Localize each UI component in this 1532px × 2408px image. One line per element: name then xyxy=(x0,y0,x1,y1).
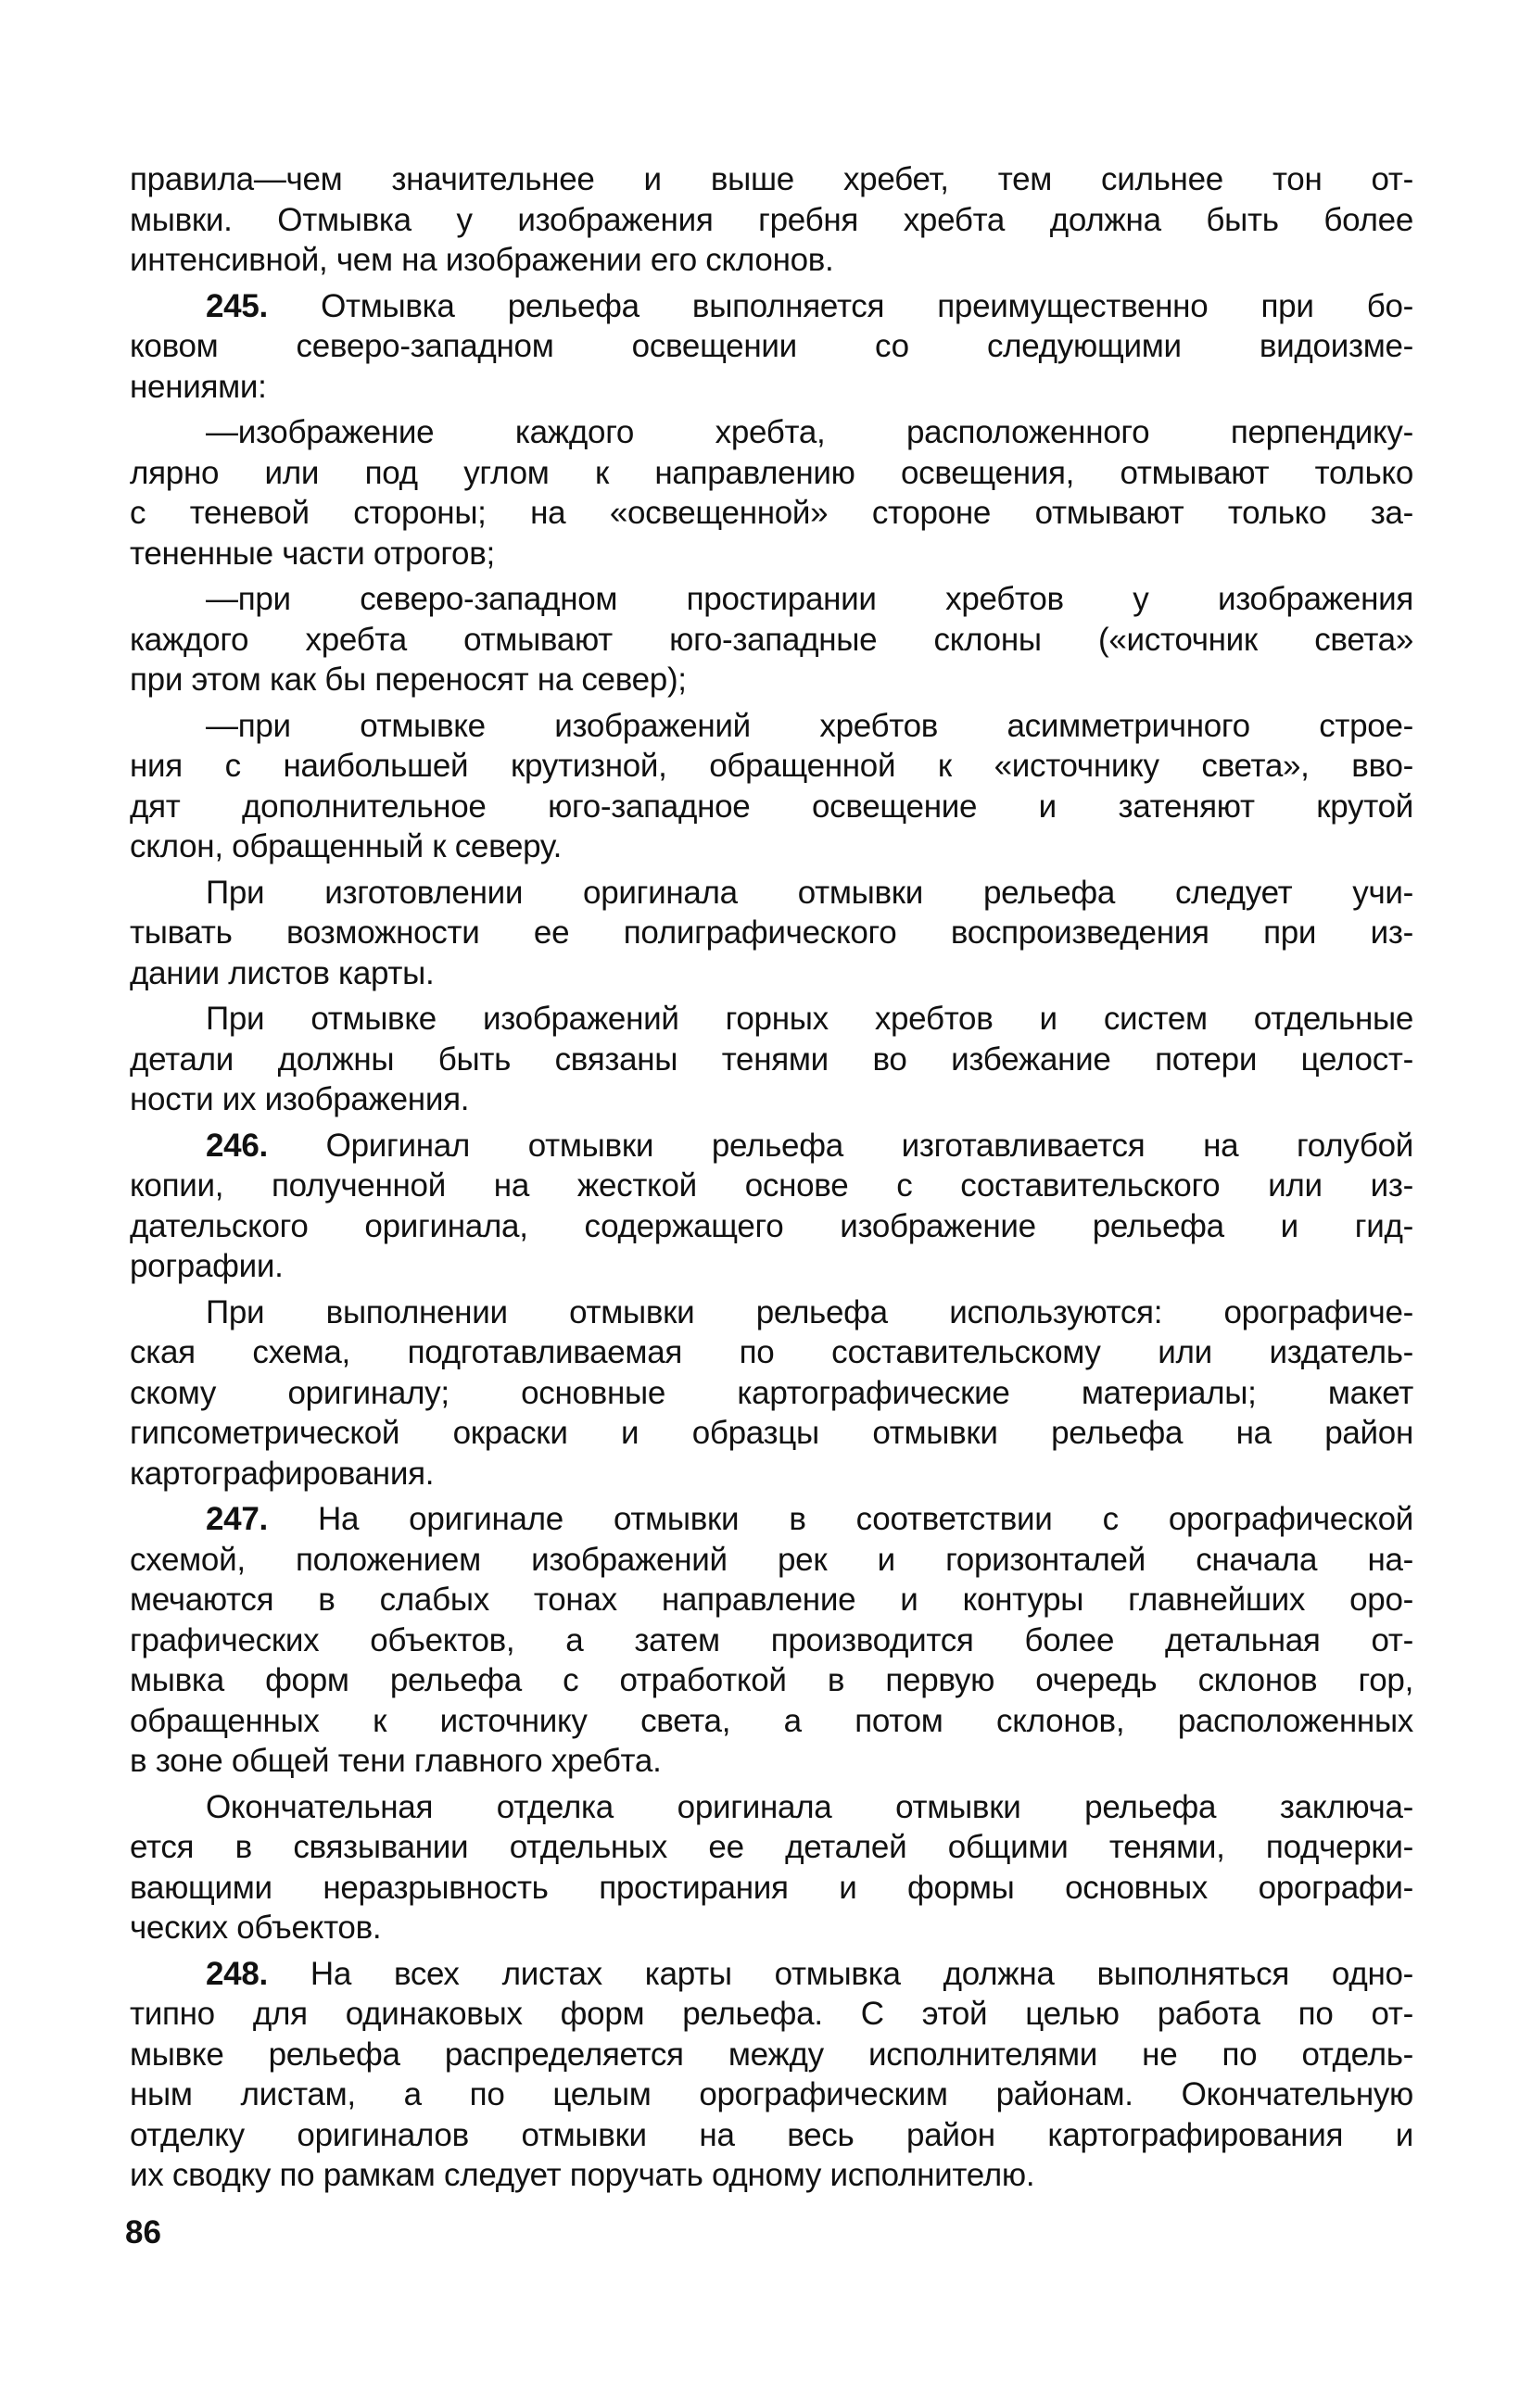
page-number: 86 xyxy=(125,2214,161,2250)
line-text: каждого хребта отмывают юго-западные склоны («источник света» xyxy=(130,621,1413,658)
line-text: ным листам, а по целым орографическим районам. Окончательную xyxy=(130,2076,1413,2112)
text-line xyxy=(130,1908,1413,1948)
line-text: обращенных к источнику света, а потом склонов, расположенных xyxy=(130,1702,1413,1739)
line-text: скому оригиналу; основные картографические материалы; макет xyxy=(130,1374,1413,1411)
text-line xyxy=(130,2155,1413,2196)
text-line xyxy=(130,1580,1413,1620)
section-number: 248. xyxy=(206,1955,268,1992)
line-text: копии, полученной на жесткой основе с составительского или из- xyxy=(130,1167,1413,1204)
text-line xyxy=(130,159,1413,200)
paragraph xyxy=(130,1126,1413,1287)
paragraph xyxy=(130,1292,1413,1494)
section-number: 247. xyxy=(206,1501,268,1537)
line-text: мывка форм рельефа с отработкой в первую очередь склонов гор, xyxy=(130,1662,1413,1698)
text-line xyxy=(130,2035,1413,2075)
line-text: интенсивной, чем на изображении его склонов. xyxy=(130,242,834,278)
text-line xyxy=(130,326,1413,367)
text-line xyxy=(130,746,1413,787)
line-text: На оригинале отмывки в соответствии с орографической xyxy=(267,1501,1413,1537)
line-text: дят дополнительное юго-западное освещение и затеняют крутой xyxy=(130,788,1413,825)
paragraph xyxy=(130,1787,1413,1948)
text-line xyxy=(130,1660,1413,1701)
page-body xyxy=(130,159,1413,2196)
text-line xyxy=(130,453,1413,494)
text-line xyxy=(130,367,1413,408)
text-line xyxy=(130,787,1413,827)
line-text: картографирования. xyxy=(130,1455,435,1492)
line-text: ности их изображения. xyxy=(130,1081,470,1117)
text-line xyxy=(130,1741,1413,1782)
line-text: ется в связывании отдельных ее деталей общими тенями, подчерки- xyxy=(130,1829,1413,1865)
text-line xyxy=(130,2115,1413,2156)
text-line xyxy=(130,826,1413,867)
text-line xyxy=(130,1827,1413,1868)
text-line xyxy=(130,1040,1413,1080)
text-line xyxy=(130,412,1413,453)
line-text: Отмывка рельефа выполняется преимущественно при бо- xyxy=(267,287,1413,324)
line-text: ния с наибольшей крутизной, обращенной к «источнику света», вво- xyxy=(130,748,1413,784)
line-text: вающими неразрывность простирания и формы основных орографи- xyxy=(130,1869,1413,1906)
line-text: тененные части отрогов; xyxy=(130,535,495,572)
text-line xyxy=(130,1292,1413,1333)
text-line xyxy=(130,1701,1413,1742)
line-text: склон, обращенный к северу. xyxy=(130,828,563,864)
text-line xyxy=(130,1868,1413,1909)
text-line xyxy=(130,1246,1413,1287)
paragraph xyxy=(130,286,1413,408)
text-line xyxy=(130,1499,1413,1540)
text-line xyxy=(130,620,1413,661)
line-text: На всех листах карты отмывка должна выполняться одно- xyxy=(267,1955,1413,1992)
line-text: нениями: xyxy=(130,368,267,405)
line-text: Оригинал отмывки рельефа изготавливается на голубой xyxy=(267,1127,1413,1164)
text-line xyxy=(130,1787,1413,1828)
text-line xyxy=(130,1373,1413,1414)
paragraph xyxy=(130,579,1413,700)
line-text: лярно или под углом к направлению освещения, отмывают только xyxy=(130,454,1413,491)
text-line xyxy=(130,1994,1413,2035)
line-text: мечаются в слабых тонах направление и контуры главнейших оро- xyxy=(130,1582,1413,1618)
text-line xyxy=(130,660,1413,700)
line-text: схемой, положением изображений рек и горизонталей сначала на- xyxy=(130,1541,1413,1578)
text-line xyxy=(130,999,1413,1040)
line-text: при этом как бы переносят на север); xyxy=(130,662,687,698)
text-line xyxy=(130,534,1413,574)
line-text: типно для одинаковых форм рельефа. С этой целью работа по от- xyxy=(130,1996,1413,2032)
line-text: —при отмывке изображений хребтов асимметричного строе- xyxy=(206,707,1413,744)
text-line xyxy=(130,2074,1413,2115)
line-text: ковом северо-западном освещении со следующими видоизме- xyxy=(130,328,1413,364)
line-text: При выполнении отмывки рельефа используются: орографиче- xyxy=(206,1293,1413,1330)
paragraph xyxy=(130,873,1413,994)
line-text: с теневой стороны; на «освещенной» стороне отмывают только за- xyxy=(130,495,1413,531)
text-line xyxy=(130,1166,1413,1206)
paragraph xyxy=(130,1499,1413,1782)
text-line xyxy=(130,579,1413,620)
line-text: в зоне общей тени главного хребта. xyxy=(130,1743,662,1779)
paragraph xyxy=(130,999,1413,1120)
line-text: детали должны быть связаны тенями во избежание потери целост- xyxy=(130,1040,1413,1078)
text-line xyxy=(130,873,1413,914)
paragraph xyxy=(130,706,1413,867)
paragraph xyxy=(130,159,1413,281)
text-line xyxy=(130,200,1413,241)
line-text: мывки. Отмывка у изображения гребня хребта должна быть более xyxy=(130,201,1413,238)
line-text: графических объектов, а затем производится более детальная от- xyxy=(130,1621,1413,1658)
line-text: —изображение каждого хребта, расположенного перпендику- xyxy=(206,414,1413,450)
text-line xyxy=(130,493,1413,534)
line-text: гипсометрической окраски и образцы отмывки рельефа на район xyxy=(130,1415,1413,1451)
line-text: дании листов карты. xyxy=(130,954,435,991)
line-text: рографии. xyxy=(130,1248,284,1284)
text-line xyxy=(130,1620,1413,1661)
text-line xyxy=(130,1079,1413,1120)
text-line xyxy=(130,1206,1413,1247)
line-text: отделку оригиналов отмывки на весь район картографирования и xyxy=(130,2116,1413,2153)
text-line xyxy=(130,1126,1413,1166)
line-text: дательского оригинала, содержащего изображение рельефа и гид- xyxy=(130,1207,1413,1244)
line-text: их сводку по рамкам следует поручать одному исполнителю. xyxy=(130,2157,1035,2193)
text-line xyxy=(130,1954,1413,1995)
line-text: ческих объектов. xyxy=(130,1910,382,1946)
line-text: Окончательная отделка оригинала отмывки рельефа заключа- xyxy=(206,1788,1413,1825)
text-line xyxy=(130,286,1413,327)
text-line xyxy=(130,953,1413,994)
text-line xyxy=(130,240,1413,281)
line-text: правила—чем значительнее и выше хребет, тем сильнее тон от- xyxy=(130,161,1413,197)
line-text: тывать возможности ее полиграфического воспроизведения при из- xyxy=(130,914,1413,951)
line-text: —при северо-западном простирании хребтов у изображения xyxy=(206,581,1413,617)
section-number: 246. xyxy=(206,1127,268,1164)
paragraph xyxy=(130,1954,1413,2196)
paragraph xyxy=(130,412,1413,574)
section-number: 245. xyxy=(206,287,268,324)
line-text: При изготовлении оригинала отмывки рельефа следует учи- xyxy=(206,874,1413,911)
text-line xyxy=(130,1413,1413,1454)
text-line xyxy=(130,1332,1413,1373)
line-text: При отмывке изображений горных хребтов и систем отдельные xyxy=(206,1001,1413,1037)
line-text: ская схема, подготавливаемая по составительскому или издатель- xyxy=(130,1334,1413,1370)
line-text: мывке рельефа распределяется между исполнителями не по отдель- xyxy=(130,2036,1413,2073)
text-line xyxy=(130,706,1413,747)
text-line xyxy=(130,913,1413,953)
text-line xyxy=(130,1454,1413,1494)
text-line xyxy=(130,1540,1413,1581)
